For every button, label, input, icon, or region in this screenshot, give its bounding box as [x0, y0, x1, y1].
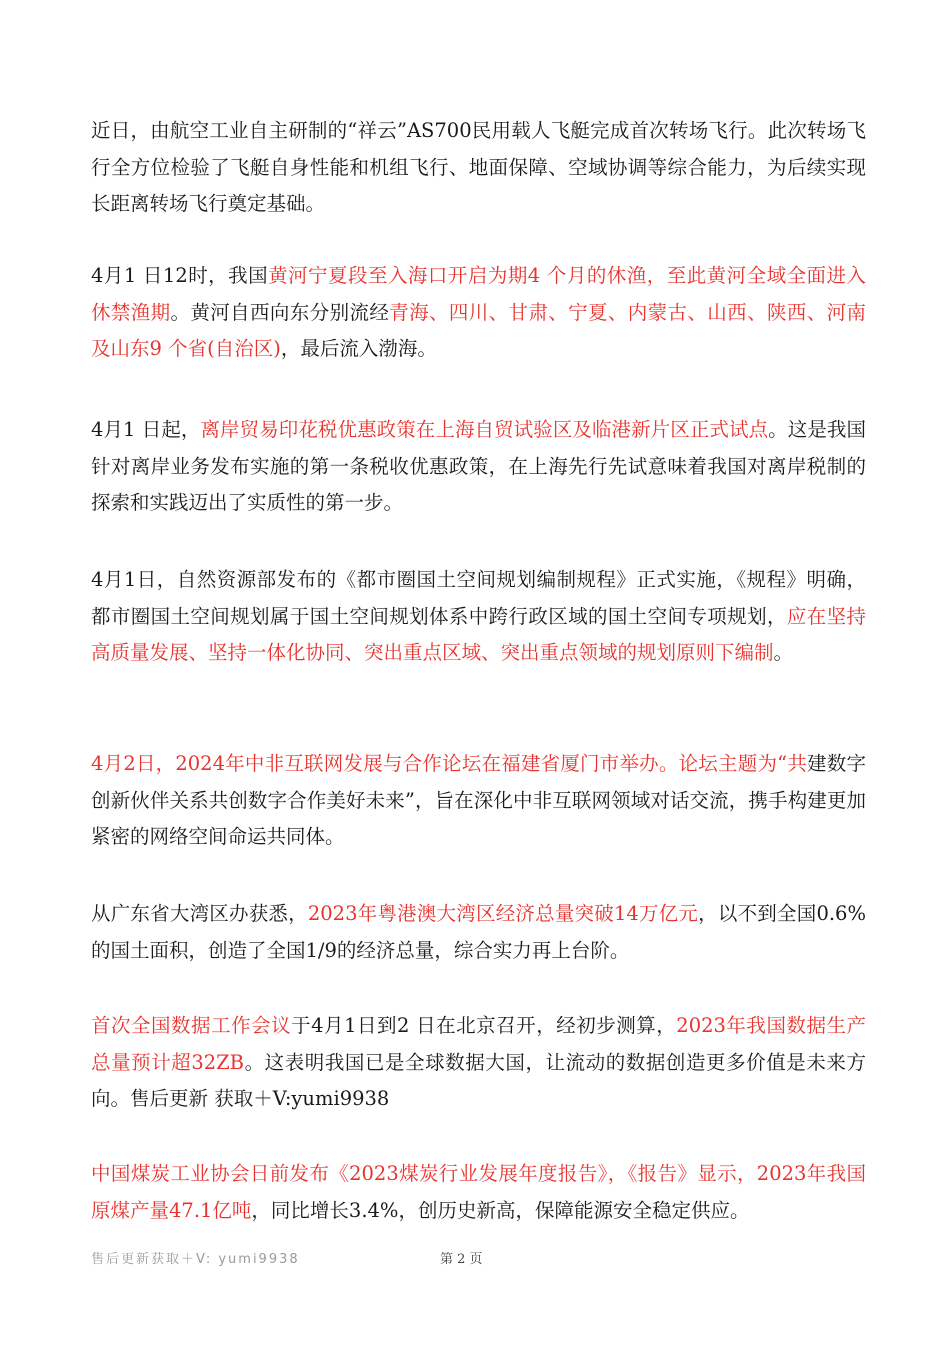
paragraph-4 — [91, 562, 866, 672]
highlight-run: 黄河宁夏段至入海口开启为期4 个月的休渔，至此黄河全域全面进入休禁渔期 — [91, 264, 866, 324]
run: 。这是我国针对离岸业务发布实施的第一条税收优惠政策，在上海先行先试意味着我国对离岸税制的探索和实践迈出了实质性的第一步。 — [91, 418, 866, 514]
paragraph-2 — [91, 258, 866, 368]
paragraph-6 — [91, 896, 866, 969]
run: 。 — [773, 641, 794, 664]
highlight-run: 首次全国数据工作会议 — [91, 1014, 292, 1037]
run: 。这表明我国已是全球数据大国，让流动的数据创造更多价值是未来方向。售后更新 获取＋V:yumi9938 — [91, 1050, 866, 1110]
highlight-run: 2023年我国数据生产总量预计超32ZB — [91, 1014, 866, 1074]
paragraph-5 — [91, 746, 866, 856]
run: 于4月1日到2 日在北京召开，经初步测算， — [291, 1014, 677, 1037]
run: 近日，由航空工业自主研制的“祥云”AS700民用载人飞艇完成首次转场飞行。此次转场飞行全方位检验了飞艇自身性能和机组飞行、地面保障、空域协调等综合能力，为后续实现长距离转场飞行奠定基础。 — [91, 119, 866, 215]
run: 4月1 日12时，我国 — [91, 264, 269, 287]
highlight-run: 中国煤炭工业协会日前发布《2023煤炭行业发展年度报告》，《报告》显示，2023年我国原煤产量47.1亿吨 — [91, 1162, 866, 1222]
footer-watermark: 售后更新获取＋V: yumi9938 — [91, 1252, 300, 1267]
run: ，以不到全国0.6%的国土面积，创造了全国1/9的经济总量，综合实力再上台阶。 — [91, 902, 866, 962]
highlight-run: 应在坚持高质量发展、坚持一体化协同、突出重点区域、突出重点领域的规划原则下编制 — [91, 604, 866, 664]
run: 4月1日，自然资源部发布的《都市圈国土空间规划编制规程》正式实施，《规程》明确，都市圈国土空间规划属于国土空间规划体系中跨行政区域的国土空间专项规划， — [91, 568, 866, 628]
paragraph-3 — [91, 412, 866, 522]
page-number: 第 2 页 — [440, 1252, 483, 1267]
run: 建数字创新伙伴关系共创数字合作美好未来”，旨在深化中非互联网领域对话交流，携手构建更加紧密的网络空间命运共同体。 — [91, 752, 866, 848]
highlight-run: 离岸贸易印花税优惠政策在上海自贸试验区及临港新片区正式试点 — [200, 418, 769, 441]
highlight-run: 4月2日，2024年中非互联网发展与合作论坛在福建省厦门市举办。论坛主题为“共 — [91, 752, 808, 775]
run: 4月1 日起， — [91, 418, 201, 441]
highlight-run: 2023年粤港澳大湾区经济总量突破14万亿元 — [307, 902, 699, 925]
paragraph-7 — [91, 1008, 866, 1118]
run: 从广东省大湾区办获悉， — [91, 902, 308, 925]
paragraph-8 — [91, 1156, 866, 1229]
run: ，同比增长3.4%，创历史新高，保障能源安全稳定供应。 — [251, 1198, 750, 1222]
run: 。黄河自西向东分别流经 — [170, 300, 390, 324]
highlight-run: 青海、四川、甘肃、宁夏、内蒙古、山西、陕西、河南及山东9 个省(自治区) — [91, 300, 866, 360]
paragraph-1 — [91, 113, 866, 223]
run: ，最后流入渤海。 — [280, 337, 437, 360]
